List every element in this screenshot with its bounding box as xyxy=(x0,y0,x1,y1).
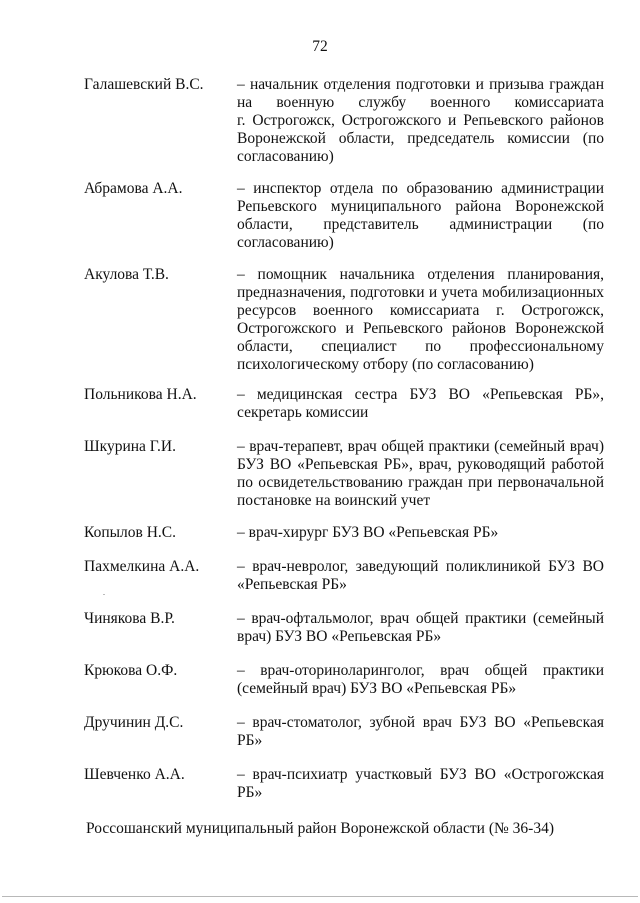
role-line: врач) БУЗ ВО «Репьевская РБ» xyxy=(237,628,442,645)
member-name: Дручинин Д.С. xyxy=(84,714,184,731)
scan-speck xyxy=(103,594,105,595)
member-role xyxy=(237,558,604,594)
role-line: – инспектор отдела по образованию администрации xyxy=(237,180,604,197)
role-line: согласованию) xyxy=(237,148,334,165)
role-line: РБ» xyxy=(237,784,263,801)
member-name: Шкурина Г.И. xyxy=(84,438,176,455)
member-name: Абрамова А.А. xyxy=(84,180,183,197)
role-line: (семейный врач) БУЗ ВО «Репьевская РБ» xyxy=(237,680,517,697)
role-line: – медицинская сестра БУЗ ВО «Репьевская РБ», xyxy=(237,386,604,403)
role-line: – врач-офтальмолог, врач общей практики (семейный xyxy=(237,610,604,627)
member-role xyxy=(237,76,604,166)
role-line: психологическому отбору (по согласованию) xyxy=(237,356,534,373)
member-name: Чинякова В.Р. xyxy=(84,610,175,627)
role-line: – врач-оториноларинголог, врач общей практики xyxy=(237,662,604,679)
role-line: – врач-терапевт, врач общей практики (семейный врач) xyxy=(237,438,604,455)
role-line: Воронежской области, председатель комиссии (по xyxy=(237,130,604,147)
member-role xyxy=(237,180,604,252)
role-line: области, специалист по профессиональному xyxy=(237,338,604,355)
role-line: г. Острогожск, Острогожского и Репьевского районов xyxy=(237,112,604,129)
member-role xyxy=(237,662,604,698)
role-line: – помощник начальника отделения планирования, xyxy=(237,266,604,283)
role-line: – врач-хирург БУЗ ВО «Репьевская РБ» xyxy=(237,524,499,541)
member-role xyxy=(237,610,604,646)
role-line: БУЗ ВО «Репьевская РБ», врач, руководящий работой xyxy=(237,456,604,473)
page-number: 72 xyxy=(312,38,328,55)
member-name: Крюкова О.Ф. xyxy=(84,662,178,679)
page-bottom-divider xyxy=(2,896,638,897)
role-line: постановке на воинский учет xyxy=(237,492,431,509)
member-name: Галашевский В.С. xyxy=(84,76,204,93)
member-role xyxy=(237,524,604,542)
role-line: области, представитель администрации (по xyxy=(237,216,604,233)
member-name: Акулова Т.В. xyxy=(84,266,169,283)
member-role xyxy=(237,386,604,422)
role-line: предназначения, подготовки и учета мобилизационных xyxy=(237,284,604,301)
role-line: согласованию) xyxy=(237,234,334,251)
member-name: Пахмелкина А.А. xyxy=(84,558,200,575)
role-line: «Репьевская РБ» xyxy=(237,576,347,593)
role-line: РБ» xyxy=(237,732,263,749)
role-line: по освидетельствованию граждан при первоначальной xyxy=(237,474,604,491)
member-name: Копылов Н.С. xyxy=(84,524,176,541)
member-role xyxy=(237,438,604,510)
role-line: ресурсов военного комиссариата г. Острогожск, xyxy=(237,302,604,319)
role-line: – врач-психиатр участковый БУЗ ВО «Острогожская xyxy=(237,766,604,783)
role-line: на военную службу военного комиссариата xyxy=(237,94,604,111)
role-line: – начальник отделения подготовки и призыва граждан xyxy=(237,76,604,93)
member-name: Польникова Н.А. xyxy=(84,386,197,403)
role-line: – врач-стоматолог, зубной врач БУЗ ВО «Репьевская xyxy=(237,714,604,731)
role-line: секретарь комиссии xyxy=(237,404,369,421)
page-footer: Россошанский муниципальный район Воронежской области (№ 36-34) xyxy=(85,820,554,837)
member-role xyxy=(237,714,604,750)
role-line: – врач-невролог, заведующий поликлиникой БУЗ ВО xyxy=(237,558,604,575)
role-line: Репьевского муниципального района Воронежской xyxy=(237,198,604,215)
member-name: Шевченко А.А. xyxy=(84,766,185,783)
member-role xyxy=(237,766,604,802)
member-role xyxy=(237,266,604,374)
role-line: Острогожского и Репьевского районов Воронежской xyxy=(237,320,604,337)
